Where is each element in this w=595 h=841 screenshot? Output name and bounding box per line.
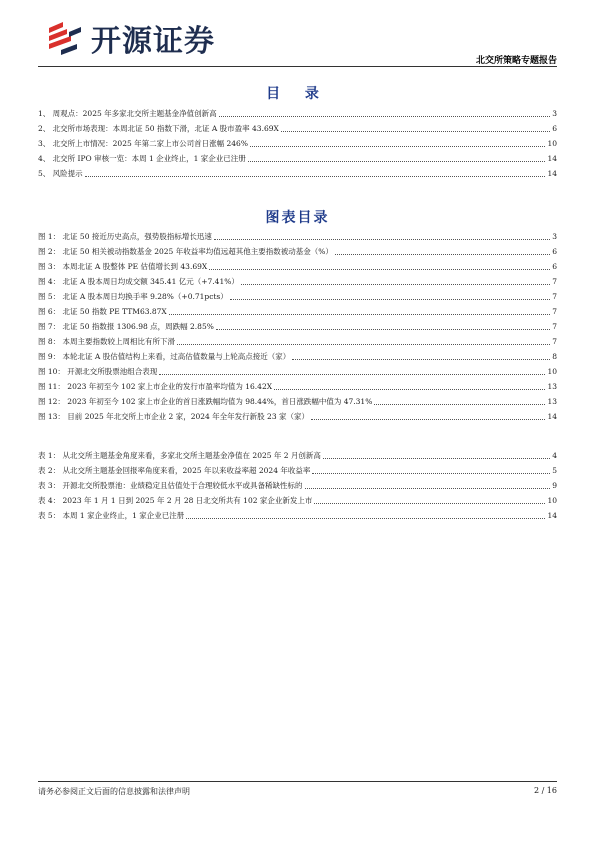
- figure-entry-label: 图 7： 北证 50 指数报 1306.98 点，周跌幅 2.85%: [38, 322, 214, 331]
- figure-entry[interactable]: [38, 229, 557, 244]
- leader-dots: [314, 502, 545, 504]
- figure-entry-label: 图 10： 开源北交所股票池组合表现: [38, 367, 158, 376]
- header-divider: [38, 66, 557, 67]
- toc-item-page: 10: [547, 139, 557, 148]
- figure-entry-page: 6: [552, 262, 557, 271]
- figure-entry-page: 13: [547, 382, 557, 391]
- leader-dots: [250, 145, 546, 147]
- table-entry-page: 14: [547, 511, 557, 520]
- page-number: 2 / 16: [533, 786, 557, 795]
- leader-dots: [177, 343, 550, 345]
- charts-toc-title: 图表目录: [265, 210, 330, 226]
- figure-entry-page: 13: [547, 397, 557, 406]
- figure-entry[interactable]: [38, 349, 557, 364]
- table-entry-page: 4: [552, 451, 557, 460]
- figure-entry[interactable]: [38, 364, 557, 379]
- toc-item-page: 3: [552, 109, 557, 118]
- figure-entry-label: 图 5： 北证 A 股本周日均换手率 9.28%（+0.71pcts）: [38, 292, 228, 301]
- toc-item-label: 2、 北交所市场表现：本周北证 50 指数下滑，北证 A 股市盈率 43.69X: [38, 124, 279, 133]
- figure-entry-label: 图 9： 本轮北证 A 股估值结构上来看，过高估值数量与上轮高点接近（家）: [38, 352, 291, 361]
- table-entry-label: 表 4： 2023 年 1 月 1 日到 2025 年 2 月 28 日北交所共有 102 家企业新发上市: [38, 496, 313, 505]
- figure-entry[interactable]: [38, 244, 557, 259]
- leader-dots: [248, 160, 546, 162]
- kaiyuan-logo-icon: [47, 20, 85, 56]
- figure-entry-page: 3: [552, 232, 557, 241]
- figure-entry-label: 图 1： 北证 50 接近历史高点，强势股指标增长迅速: [38, 232, 212, 241]
- toc-item[interactable]: [38, 151, 557, 166]
- table-entry-label: 表 3： 开源北交所股票池：业绩稳定且估值处于合理较低水平或具备稀缺性标的: [38, 481, 303, 490]
- figure-entry-label: 图 3： 本周北证 A 股整体 PE 估值增长到 43.69X: [38, 262, 208, 271]
- toc-item-label: 5、 风险提示: [38, 169, 83, 178]
- table-entry-label: 表 5： 本周 1 家企业终止，1 家企业已注册: [38, 511, 185, 520]
- figures-list: [38, 229, 557, 424]
- figure-entry-label: 图 8： 本周主要指数较上周相比有所下滑: [38, 337, 176, 346]
- figure-entry[interactable]: [38, 274, 557, 289]
- leader-dots: [311, 418, 545, 420]
- toc-item-label: 4、 北交所 IPO 审核一览：本周 1 企业终止，1 家企业已注册: [38, 154, 246, 163]
- figure-entry-page: 14: [547, 412, 557, 421]
- figure-entry[interactable]: [38, 304, 557, 319]
- figure-entry-page: 7: [552, 337, 557, 346]
- toc-title: 目 录: [266, 86, 329, 102]
- figure-entry-page: 6: [552, 247, 557, 256]
- figure-entry-label: 图 6： 北证 50 指数 PE TTM63.87X: [38, 307, 167, 316]
- figure-entry[interactable]: [38, 379, 557, 394]
- table-entry-page: 10: [547, 496, 557, 505]
- leader-dots: [305, 487, 551, 489]
- toc-item[interactable]: [38, 121, 557, 136]
- toc-item-page: 6: [552, 124, 557, 133]
- leader-dots: [335, 253, 550, 255]
- figure-entry-label: 图 12： 2023 年初至今 102 家上市企业的首日涨跌幅均值为 98.44%，首日涨跌幅中值为 47.31%: [38, 397, 373, 406]
- toc-item[interactable]: [38, 166, 557, 181]
- table-entry-page: 9: [552, 481, 557, 490]
- figure-entry-page: 7: [552, 307, 557, 316]
- figure-entry[interactable]: [38, 394, 557, 409]
- toc-list: [38, 106, 557, 181]
- table-entry-page: 5: [552, 466, 557, 475]
- figure-entry[interactable]: [38, 409, 557, 424]
- leader-dots: [281, 130, 550, 132]
- leader-dots: [216, 328, 550, 330]
- toc-item-label: 1、 周观点：2025 年多家北交所主题基金净值创新高: [38, 109, 217, 118]
- toc-item-page: 14: [547, 169, 557, 178]
- table-entry-label: 表 1： 从北交所主题基金角度来看，多家北交所主题基金净值在 2025 年 2 月创新高: [38, 451, 321, 460]
- leader-dots: [323, 457, 550, 459]
- leader-dots: [374, 403, 545, 405]
- company-logo: [47, 18, 215, 58]
- leader-dots: [159, 373, 545, 375]
- logo-text: 开源证券: [91, 24, 215, 59]
- leader-dots: [186, 517, 545, 519]
- leader-dots: [219, 115, 551, 117]
- toc-item-page: 14: [547, 154, 557, 163]
- footer-disclaimer: 请务必参阅正文后面的信息披露和法律声明: [38, 787, 190, 796]
- figure-entry-label: 图 11： 2023 年初至今 102 家上市企业的发行市盈率均值为 16.42X: [38, 382, 273, 391]
- figure-entry-page: 7: [552, 277, 557, 286]
- figure-entry-label: 图 13： 目前 2025 年北交所上市企业 2 家，2024 年全年发行新股 23 家（家）: [38, 412, 309, 421]
- leader-dots: [312, 472, 550, 474]
- figure-entry-label: 图 4： 北证 A 股本周日均成交额 345.41 亿元（+7.41%）: [38, 277, 239, 286]
- table-entry[interactable]: [38, 478, 557, 493]
- table-entry[interactable]: [38, 448, 557, 463]
- table-entry-label: 表 2： 从北交所主题基金回报率角度来看，2025 年以来收益率超 2024 年收益率: [38, 466, 311, 475]
- toc-item[interactable]: [38, 136, 557, 151]
- leader-dots: [241, 283, 550, 285]
- figure-entry[interactable]: [38, 334, 557, 349]
- leader-dots: [214, 238, 550, 240]
- leader-dots: [230, 298, 550, 300]
- leader-dots: [274, 388, 545, 390]
- figure-entry-page: 7: [552, 322, 557, 331]
- leader-dots: [85, 175, 546, 177]
- figure-entry-page: 8: [552, 352, 557, 361]
- toc-item-label: 3、 北交所上市情况：2025 年第二家上市公司首日涨幅 246%: [38, 139, 248, 148]
- leader-dots: [169, 313, 550, 315]
- figure-entry-label: 图 2： 北证 50 相关被动指数基金 2025 年收益率均值远超其他主要指数被动基金（%）: [38, 247, 333, 256]
- table-entry[interactable]: [38, 508, 557, 523]
- figure-entry[interactable]: [38, 259, 557, 274]
- figure-entry-page: 10: [547, 367, 557, 376]
- figure-entry[interactable]: [38, 319, 557, 334]
- leader-dots: [209, 268, 550, 270]
- footer-divider: [38, 781, 557, 782]
- figure-entry[interactable]: [38, 289, 557, 304]
- figure-entry-page: 7: [552, 292, 557, 301]
- tables-list: [38, 448, 557, 523]
- leader-dots: [292, 358, 550, 360]
- table-entry[interactable]: [38, 463, 557, 478]
- table-entry[interactable]: [38, 493, 557, 508]
- toc-item[interactable]: [38, 106, 557, 121]
- report-type: 北交所策略专题报告: [475, 56, 557, 66]
